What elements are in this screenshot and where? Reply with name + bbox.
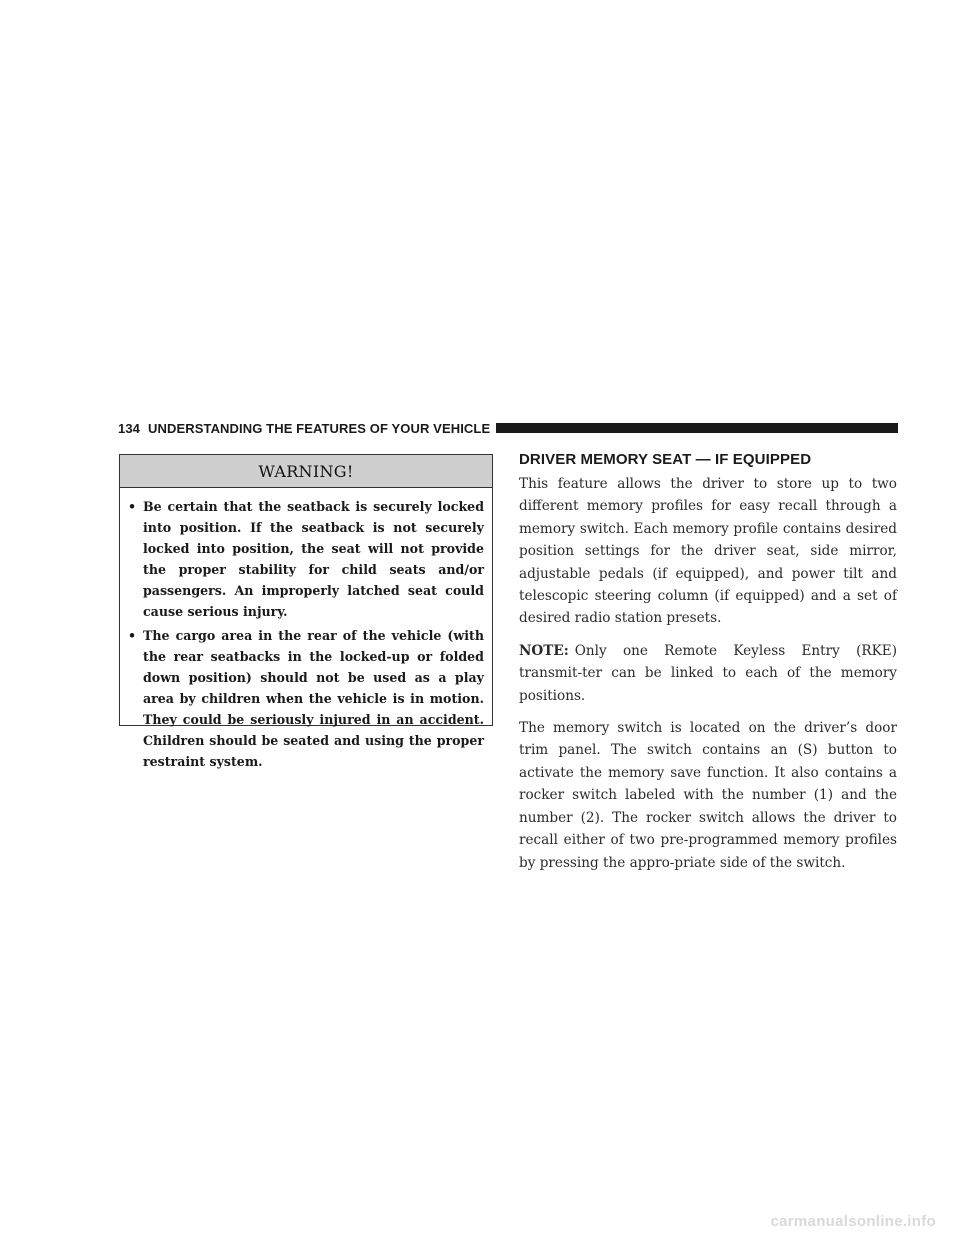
warning-item bbox=[128, 496, 484, 622]
note-label: NOTE: bbox=[519, 642, 569, 659]
bullet-icon: • bbox=[128, 628, 137, 643]
header-section-title: UNDERSTANDING THE FEATURES OF YOUR VEHICLE bbox=[148, 420, 491, 436]
warning-title: WARNING! bbox=[120, 455, 492, 488]
warning-box bbox=[119, 454, 493, 769]
right-column bbox=[519, 451, 897, 884]
watermark: carmanualsonline.info bbox=[770, 1213, 936, 1230]
note-text: Only one Remote Keyless Entry (RKE) transmit-ter can be linked to each of the memory positions. bbox=[519, 642, 897, 704]
header-rule bbox=[496, 423, 898, 433]
page-header bbox=[118, 418, 898, 438]
warning-item bbox=[128, 625, 484, 772]
warning-item-text: The cargo area in the rear of the vehicle (with the rear seatbacks in the locked-up or folded down position) should not be used as a play area by children when the vehicle is in motion. They could be seriously injured in an accident. Children should be seated and using the proper restraint system. bbox=[143, 628, 484, 769]
section-heading: DRIVER MEMORY SEAT — IF EQUIPPED bbox=[519, 451, 812, 468]
header-text bbox=[118, 421, 490, 436]
warning-item-text: Be certain that the seatback is securely locked into position. If the seatback is not securely locked into position, the seat will not provide the proper stability for child seats and/or passengers. An improperly latched seat could cause serious injury. bbox=[143, 499, 484, 619]
bullet-icon: • bbox=[128, 499, 137, 514]
page-number: 134 bbox=[118, 420, 140, 436]
warning-list bbox=[120, 488, 492, 772]
note-paragraph bbox=[519, 640, 897, 707]
intro-paragraph: This feature allows the driver to store up to two different memory profiles for easy recall through a memory switch. Each memory profile contains desired position settings for the driver seat, side mirror, adjustable pedals (if equipped), and power tilt and telescopic steering column (if equipped) and a set of desired radio station presets. bbox=[519, 476, 897, 627]
switch-paragraph: The memory switch is located on the driver’s door trim panel. The switch contains an (S) button to activate the memory save function. It also contains a rocker switch labeled with the number (1) and the number (2). The rocker switch allows the driver to recall either of two pre-programmed memory profiles by pressing the appro-priate side of the switch. bbox=[519, 720, 897, 871]
